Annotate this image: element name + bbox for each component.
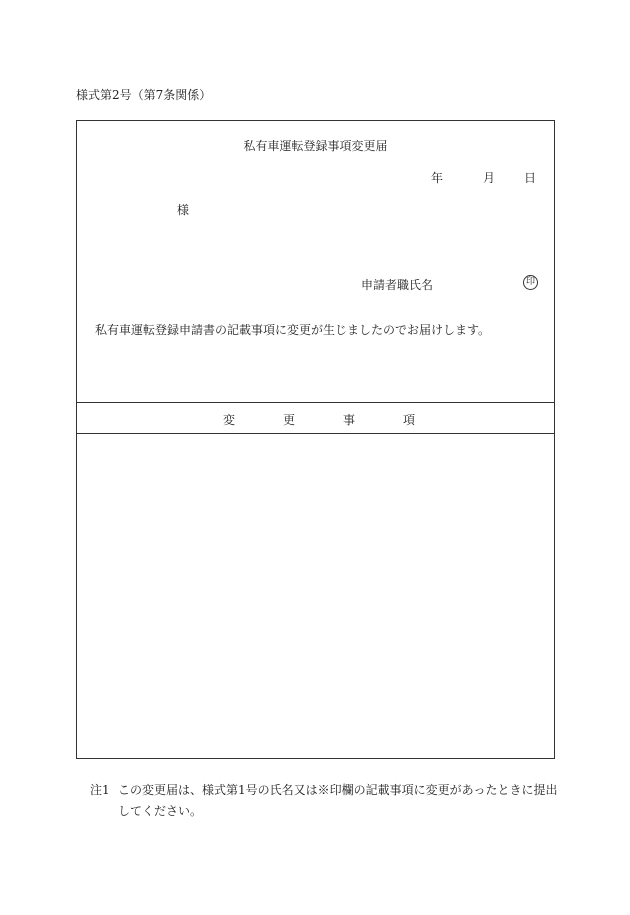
footnote-label: 注1 [90,783,110,797]
date-day[interactable]: 日 [523,171,536,185]
footnote-line-1: この変更届は、様式第1号の氏名又は※印欄の記載事項に変更があったときに提出 [118,783,558,797]
date-month[interactable]: 月 [482,171,495,185]
form-title: 私有車運転登録事項変更届 [243,139,388,153]
footnote [90,780,558,822]
statement-text: 私有車運転登録申請書の記載事項に変更が生じましたのでお届けします。 [95,323,491,337]
header-char-2: 更 [283,413,296,427]
form-number: 様式第2号（第7条関係） [76,88,212,102]
header-char-1: 変 [223,413,236,427]
date-line [415,169,536,186]
change-items-header [77,402,554,434]
change-items-field[interactable] [77,434,554,758]
header-char-4: 項 [403,413,416,427]
applicant-label: 申請者職氏名 [361,278,434,292]
seal-icon: 印 [523,275,538,290]
addressee-suffix: 様 [177,203,190,217]
header-char-3: 事 [343,413,356,427]
date-year[interactable]: 年 [430,171,443,185]
footnote-line-2: してください。 [118,804,203,818]
form-box [76,120,555,759]
